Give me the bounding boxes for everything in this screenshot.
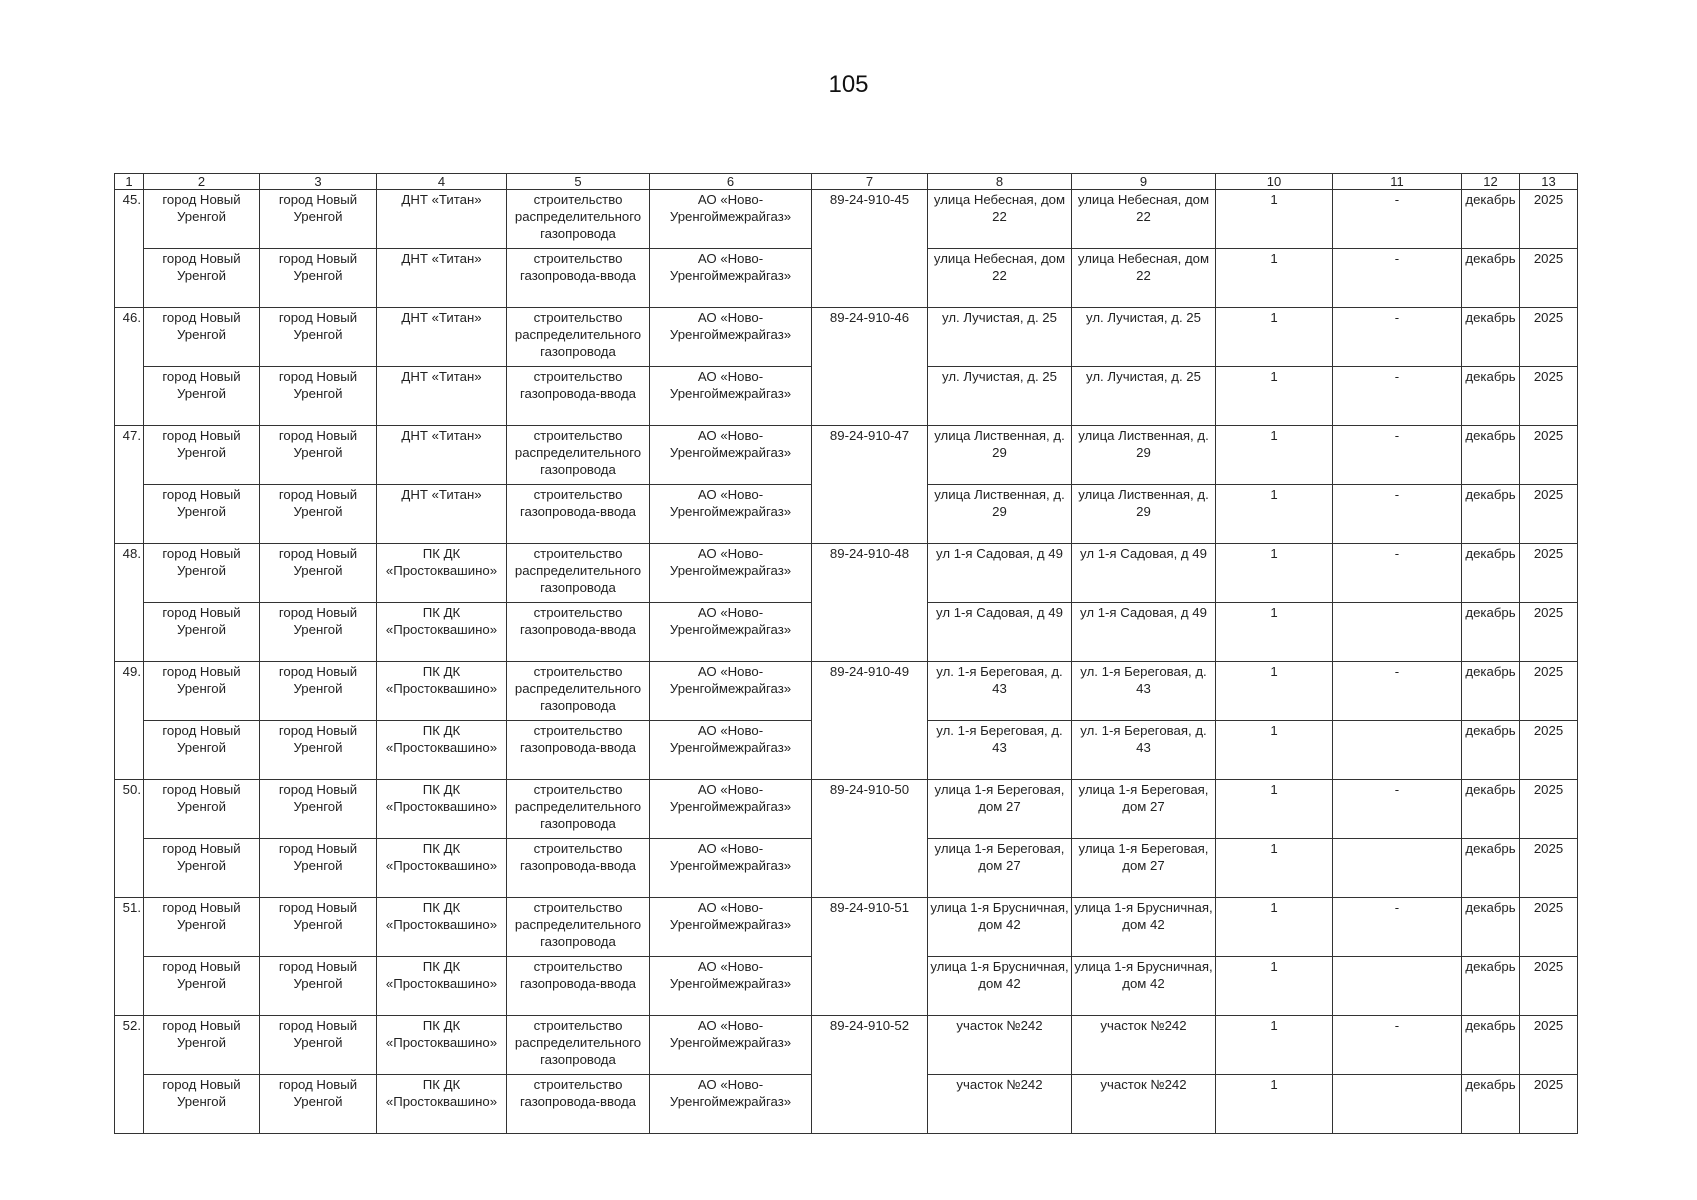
page-number: 105 (828, 71, 869, 98)
cell-c11: - (1333, 780, 1462, 839)
cell-c9: улица Лиственная, д. 29 (1072, 485, 1216, 544)
cell-c12: декабрь (1462, 308, 1520, 367)
cell-c6: АО «Ново-Уренгоймежрайгаз» (650, 662, 812, 721)
table-row (115, 662, 1578, 721)
cell-c4: ПК ДК «Простоквашино» (377, 662, 507, 721)
column-header-3: 3 (260, 174, 377, 190)
cell-c5: строительство газопровода-ввода (507, 603, 650, 662)
cell-c4: ПК ДК «Простоквашино» (377, 1075, 507, 1134)
entry-number-cell: 52. (115, 1016, 144, 1075)
cell-c12: декабрь (1462, 721, 1520, 780)
column-header-10: 10 (1216, 174, 1333, 190)
cell-c2: город Новый Уренгой (144, 898, 260, 957)
cell-c5: строительство газопровода-ввода (507, 367, 650, 426)
cell-c3: город Новый Уренгой (260, 367, 377, 426)
cell-c8: улица 1-я Брусничная, дом 42 (928, 957, 1072, 1016)
cell-c3: город Новый Уренгой (260, 308, 377, 367)
gasification-table (114, 173, 1578, 1134)
cell-c6: АО «Ново-Уренгоймежрайгаз» (650, 1016, 812, 1075)
cell-c6: АО «Ново-Уренгоймежрайгаз» (650, 190, 812, 249)
entry-number-cell: 51. (115, 898, 144, 957)
oktmo-code-cell (812, 839, 928, 898)
cell-c6: АО «Ново-Уренгоймежрайгаз» (650, 367, 812, 426)
cell-c6: АО «Ново-Уренгоймежрайгаз» (650, 1075, 812, 1134)
cell-c12: декабрь (1462, 367, 1520, 426)
cell-c5: строительство газопровода-ввода (507, 1075, 650, 1134)
cell-c4: ДНТ «Титан» (377, 249, 507, 308)
cell-c11 (1333, 721, 1462, 780)
table-row (115, 780, 1578, 839)
cell-c5: строительство газопровода-ввода (507, 957, 650, 1016)
cell-c6: АО «Ново-Уренгоймежрайгаз» (650, 603, 812, 662)
cell-c6: АО «Ново-Уренгоймежрайгаз» (650, 898, 812, 957)
cell-c10: 1 (1216, 839, 1333, 898)
cell-c13: 2025 (1520, 1075, 1578, 1134)
cell-c12: декабрь (1462, 1016, 1520, 1075)
table-row (115, 1075, 1578, 1134)
cell-c10: 1 (1216, 603, 1333, 662)
cell-c13: 2025 (1520, 603, 1578, 662)
cell-c3: город Новый Уренгой (260, 780, 377, 839)
cell-c13: 2025 (1520, 308, 1578, 367)
cell-c6: АО «Ново-Уренгоймежрайгаз» (650, 426, 812, 485)
oktmo-code-cell: 89-24-910-48 (812, 544, 928, 603)
table-row (115, 249, 1578, 308)
cell-c12: декабрь (1462, 190, 1520, 249)
entry-number-cell (115, 721, 144, 780)
column-header-6: 6 (650, 174, 812, 190)
entry-number-cell: 45. (115, 190, 144, 249)
cell-c11: - (1333, 190, 1462, 249)
cell-c4: ПК ДК «Простоквашино» (377, 721, 507, 780)
cell-c8: улица 1-я Береговая, дом 27 (928, 839, 1072, 898)
column-header-13: 13 (1520, 174, 1578, 190)
cell-c3: город Новый Уренгой (260, 190, 377, 249)
cell-c2: город Новый Уренгой (144, 1075, 260, 1134)
cell-c6: АО «Ново-Уренгоймежрайгаз» (650, 721, 812, 780)
cell-c9: улица 1-я Береговая, дом 27 (1072, 839, 1216, 898)
table-row (115, 308, 1578, 367)
oktmo-code-cell: 89-24-910-46 (812, 308, 928, 367)
cell-c10: 1 (1216, 426, 1333, 485)
oktmo-code-cell: 89-24-910-47 (812, 426, 928, 485)
cell-c8: участок №242 (928, 1075, 1072, 1134)
cell-c10: 1 (1216, 544, 1333, 603)
cell-c9: ул 1-я Садовая, д 49 (1072, 544, 1216, 603)
cell-c3: город Новый Уренгой (260, 426, 377, 485)
cell-c2: город Новый Уренгой (144, 426, 260, 485)
cell-c9: участок №242 (1072, 1075, 1216, 1134)
cell-c9: участок №242 (1072, 1016, 1216, 1075)
table-row (115, 957, 1578, 1016)
cell-c13: 2025 (1520, 1016, 1578, 1075)
cell-c10: 1 (1216, 898, 1333, 957)
cell-c2: город Новый Уренгой (144, 721, 260, 780)
cell-c9: улица Лиственная, д. 29 (1072, 426, 1216, 485)
cell-c8: улица Небесная, дом 22 (928, 249, 1072, 308)
cell-c9: ул. 1-я Береговая, д. 43 (1072, 721, 1216, 780)
cell-c11 (1333, 1075, 1462, 1134)
cell-c13: 2025 (1520, 780, 1578, 839)
cell-c13: 2025 (1520, 190, 1578, 249)
column-header-7: 7 (812, 174, 928, 190)
cell-c11 (1333, 603, 1462, 662)
table-row (115, 603, 1578, 662)
cell-c3: город Новый Уренгой (260, 485, 377, 544)
cell-c3: город Новый Уренгой (260, 1075, 377, 1134)
cell-c5: строительство распределительного газопровода (507, 780, 650, 839)
cell-c8: ул 1-я Садовая, д 49 (928, 603, 1072, 662)
cell-c4: ПК ДК «Простоквашино» (377, 957, 507, 1016)
cell-c9: улица 1-я Береговая, дом 27 (1072, 780, 1216, 839)
table-row (115, 839, 1578, 898)
cell-c12: декабрь (1462, 839, 1520, 898)
entry-number-cell (115, 603, 144, 662)
column-header-12: 12 (1462, 174, 1520, 190)
cell-c13: 2025 (1520, 721, 1578, 780)
column-header-2: 2 (144, 174, 260, 190)
cell-c4: ДНТ «Титан» (377, 190, 507, 249)
cell-c10: 1 (1216, 485, 1333, 544)
entry-number-cell: 50. (115, 780, 144, 839)
cell-c10: 1 (1216, 721, 1333, 780)
oktmo-code-cell (812, 485, 928, 544)
column-header-1: 1 (115, 174, 144, 190)
cell-c6: АО «Ново-Уренгоймежрайгаз» (650, 839, 812, 898)
cell-c5: строительство газопровода-ввода (507, 249, 650, 308)
entry-number-cell (115, 957, 144, 1016)
table-row (115, 485, 1578, 544)
entry-number-cell: 47. (115, 426, 144, 485)
cell-c13: 2025 (1520, 957, 1578, 1016)
cell-c3: город Новый Уренгой (260, 1016, 377, 1075)
column-header-row (115, 174, 1578, 190)
entry-number-cell: 49. (115, 662, 144, 721)
table-body (115, 174, 1578, 1134)
cell-c12: декабрь (1462, 898, 1520, 957)
table-row (115, 190, 1578, 249)
table-row (115, 367, 1578, 426)
cell-c9: улица 1-я Брусничная, дом 42 (1072, 898, 1216, 957)
cell-c4: ДНТ «Титан» (377, 426, 507, 485)
cell-c5: строительство распределительного газопровода (507, 1016, 650, 1075)
cell-c3: город Новый Уренгой (260, 721, 377, 780)
cell-c3: город Новый Уренгой (260, 603, 377, 662)
cell-c11 (1333, 957, 1462, 1016)
cell-c4: ПК ДК «Простоквашино» (377, 780, 507, 839)
table-row (115, 898, 1578, 957)
cell-c9: ул 1-я Садовая, д 49 (1072, 603, 1216, 662)
cell-c9: ул. 1-я Береговая, д. 43 (1072, 662, 1216, 721)
entry-number-cell: 48. (115, 544, 144, 603)
cell-c12: декабрь (1462, 426, 1520, 485)
cell-c4: ПК ДК «Простоквашино» (377, 603, 507, 662)
cell-c13: 2025 (1520, 544, 1578, 603)
table-row (115, 1016, 1578, 1075)
cell-c3: город Новый Уренгой (260, 662, 377, 721)
cell-c6: АО «Ново-Уренгоймежрайгаз» (650, 544, 812, 603)
cell-c11 (1333, 839, 1462, 898)
cell-c2: город Новый Уренгой (144, 957, 260, 1016)
cell-c12: декабрь (1462, 780, 1520, 839)
cell-c10: 1 (1216, 308, 1333, 367)
cell-c3: город Новый Уренгой (260, 898, 377, 957)
cell-c12: декабрь (1462, 1075, 1520, 1134)
cell-c4: ДНТ «Титан» (377, 485, 507, 544)
cell-c8: ул. 1-я Береговая, д. 43 (928, 662, 1072, 721)
oktmo-code-cell (812, 249, 928, 308)
cell-c11: - (1333, 249, 1462, 308)
table-row (115, 721, 1578, 780)
cell-c2: город Новый Уренгой (144, 662, 260, 721)
cell-c10: 1 (1216, 1016, 1333, 1075)
cell-c11: - (1333, 898, 1462, 957)
cell-c13: 2025 (1520, 839, 1578, 898)
cell-c13: 2025 (1520, 367, 1578, 426)
column-header-9: 9 (1072, 174, 1216, 190)
cell-c2: город Новый Уренгой (144, 249, 260, 308)
cell-c3: город Новый Уренгой (260, 839, 377, 898)
oktmo-code-cell: 89-24-910-52 (812, 1016, 928, 1075)
cell-c8: улица 1-я Брусничная, дом 42 (928, 898, 1072, 957)
cell-c4: ПК ДК «Простоквашино» (377, 898, 507, 957)
cell-c12: декабрь (1462, 544, 1520, 603)
cell-c2: город Новый Уренгой (144, 603, 260, 662)
cell-c11: - (1333, 544, 1462, 603)
oktmo-code-cell: 89-24-910-51 (812, 898, 928, 957)
cell-c5: строительство распределительного газопровода (507, 898, 650, 957)
cell-c2: город Новый Уренгой (144, 190, 260, 249)
oktmo-code-cell (812, 603, 928, 662)
cell-c12: декабрь (1462, 662, 1520, 721)
cell-c5: строительство распределительного газопровода (507, 544, 650, 603)
cell-c13: 2025 (1520, 898, 1578, 957)
oktmo-code-cell: 89-24-910-49 (812, 662, 928, 721)
cell-c4: ДНТ «Титан» (377, 308, 507, 367)
cell-c12: декабрь (1462, 957, 1520, 1016)
cell-c11: - (1333, 662, 1462, 721)
cell-c10: 1 (1216, 190, 1333, 249)
column-header-8: 8 (928, 174, 1072, 190)
oktmo-code-cell (812, 957, 928, 1016)
cell-c4: ПК ДК «Простоквашино» (377, 1016, 507, 1075)
cell-c2: город Новый Уренгой (144, 367, 260, 426)
cell-c9: улица 1-я Брусничная, дом 42 (1072, 957, 1216, 1016)
oktmo-code-cell (812, 367, 928, 426)
cell-c6: АО «Ново-Уренгоймежрайгаз» (650, 249, 812, 308)
cell-c6: АО «Ново-Уренгоймежрайгаз» (650, 957, 812, 1016)
cell-c13: 2025 (1520, 249, 1578, 308)
table-row (115, 544, 1578, 603)
cell-c8: улица 1-я Береговая, дом 27 (928, 780, 1072, 839)
entry-number-cell: 46. (115, 308, 144, 367)
cell-c5: строительство распределительного газопровода (507, 308, 650, 367)
cell-c2: город Новый Уренгой (144, 308, 260, 367)
cell-c5: строительство распределительного газопровода (507, 426, 650, 485)
cell-c8: ул 1-я Садовая, д 49 (928, 544, 1072, 603)
entry-number-cell (115, 1075, 144, 1134)
cell-c10: 1 (1216, 367, 1333, 426)
cell-c10: 1 (1216, 780, 1333, 839)
cell-c10: 1 (1216, 957, 1333, 1016)
cell-c5: строительство газопровода-ввода (507, 485, 650, 544)
column-header-4: 4 (377, 174, 507, 190)
cell-c2: город Новый Уренгой (144, 780, 260, 839)
table-row (115, 426, 1578, 485)
entry-number-cell (115, 367, 144, 426)
cell-c9: улица Небесная, дом 22 (1072, 190, 1216, 249)
cell-c4: ПК ДК «Простоквашино» (377, 839, 507, 898)
oktmo-code-cell (812, 1075, 928, 1134)
cell-c5: строительство распределительного газопровода (507, 190, 650, 249)
cell-c3: город Новый Уренгой (260, 957, 377, 1016)
cell-c13: 2025 (1520, 426, 1578, 485)
cell-c8: участок №242 (928, 1016, 1072, 1075)
cell-c9: улица Небесная, дом 22 (1072, 249, 1216, 308)
cell-c12: декабрь (1462, 249, 1520, 308)
entry-number-cell (115, 839, 144, 898)
cell-c13: 2025 (1520, 662, 1578, 721)
cell-c5: строительство распределительного газопровода (507, 662, 650, 721)
cell-c4: ДНТ «Титан» (377, 367, 507, 426)
cell-c8: ул. Лучистая, д. 25 (928, 308, 1072, 367)
oktmo-code-cell: 89-24-910-45 (812, 190, 928, 249)
cell-c13: 2025 (1520, 485, 1578, 544)
cell-c11: - (1333, 485, 1462, 544)
cell-c10: 1 (1216, 662, 1333, 721)
cell-c6: АО «Ново-Уренгоймежрайгаз» (650, 780, 812, 839)
cell-c4: ПК ДК «Простоквашино» (377, 544, 507, 603)
cell-c6: АО «Ново-Уренгоймежрайгаз» (650, 308, 812, 367)
cell-c2: город Новый Уренгой (144, 839, 260, 898)
cell-c9: ул. Лучистая, д. 25 (1072, 308, 1216, 367)
cell-c2: город Новый Уренгой (144, 485, 260, 544)
cell-c11: - (1333, 1016, 1462, 1075)
cell-c10: 1 (1216, 1075, 1333, 1134)
cell-c8: улица Лиственная, д. 29 (928, 426, 1072, 485)
column-header-5: 5 (507, 174, 650, 190)
cell-c8: улица Лиственная, д. 29 (928, 485, 1072, 544)
cell-c11: - (1333, 308, 1462, 367)
cell-c12: декабрь (1462, 485, 1520, 544)
cell-c3: город Новый Уренгой (260, 544, 377, 603)
cell-c2: город Новый Уренгой (144, 1016, 260, 1075)
oktmo-code-cell (812, 721, 928, 780)
cell-c12: декабрь (1462, 603, 1520, 662)
cell-c8: улица Небесная, дом 22 (928, 190, 1072, 249)
entry-number-cell (115, 249, 144, 308)
cell-c8: ул. 1-я Береговая, д. 43 (928, 721, 1072, 780)
cell-c5: строительство газопровода-ввода (507, 721, 650, 780)
cell-c3: город Новый Уренгой (260, 249, 377, 308)
cell-c11: - (1333, 367, 1462, 426)
column-header-11: 11 (1333, 174, 1462, 190)
cell-c9: ул. Лучистая, д. 25 (1072, 367, 1216, 426)
entry-number-cell (115, 485, 144, 544)
cell-c2: город Новый Уренгой (144, 544, 260, 603)
cell-c5: строительство газопровода-ввода (507, 839, 650, 898)
cell-c6: АО «Ново-Уренгоймежрайгаз» (650, 485, 812, 544)
oktmo-code-cell: 89-24-910-50 (812, 780, 928, 839)
cell-c8: ул. Лучистая, д. 25 (928, 367, 1072, 426)
cell-c10: 1 (1216, 249, 1333, 308)
cell-c11: - (1333, 426, 1462, 485)
